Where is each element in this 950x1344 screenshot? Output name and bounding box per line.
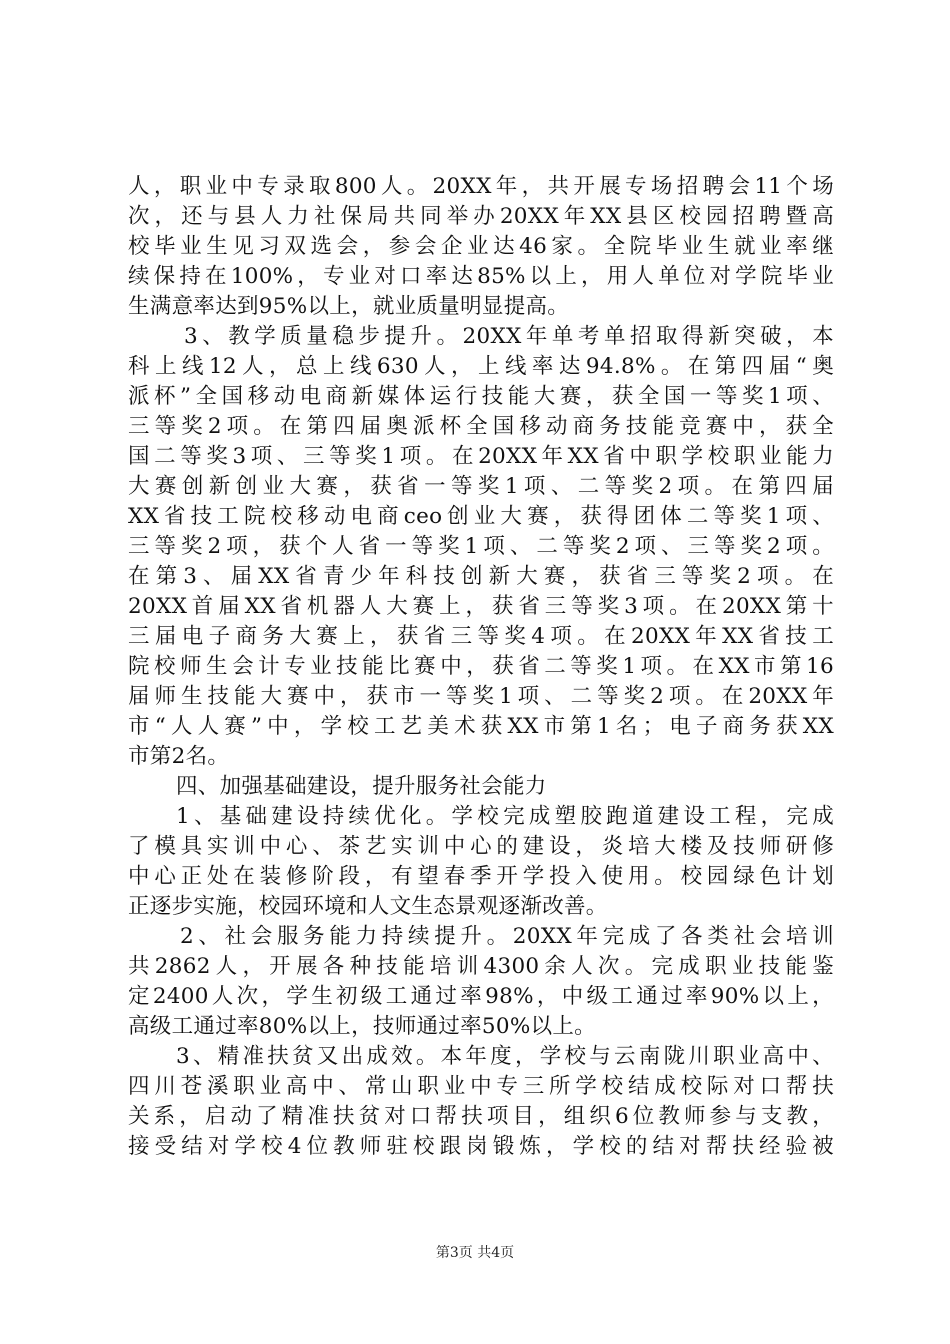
paragraph-first-line: 1、基础建设持续优化。学校完成塑胶跑道建设工程，完成: [176, 804, 834, 829]
text-line: 国二等奖3项、三等奖1项。在20XX年XX省中职学校职业能力: [128, 444, 834, 469]
text-line: 中心正处在装修阶段，有望春季开学投入使用。校园绿色计划: [128, 864, 834, 889]
text-line: 科上线12人，总上线630人，上线率达94.8%。在第四届“奥: [128, 354, 834, 379]
text-line: 20XX首届XX省机器人大赛上，获省三等奖3项。在20XX第十: [128, 594, 834, 619]
text-line: 人，职业中专录取800人。20XX年，共开展专场招聘会11个场: [128, 174, 834, 199]
document-body: [128, 172, 834, 1162]
text-line: 校毕业生见习双选会，参会企业达46家。全院毕业生就业率继: [128, 234, 834, 259]
text-line: 生满意率达到95%以上，就业质量明显提高。: [128, 294, 570, 319]
section-heading: 四、加强基础建设，提升服务社会能力: [176, 774, 547, 799]
text-line: 高级工通过率80%以上，技师通过率50%以上。: [128, 1014, 596, 1039]
text-line: 四川苍溪职业高中、常山职业中专三所学校结成校际对口帮扶: [128, 1074, 834, 1099]
text-line: 次，还与县人力社保局共同举办20XX年XX县区校园招聘暨高: [128, 204, 834, 229]
text-line: 院校师生会计专业技能比赛中，获省二等奖1项。在XX市第16: [128, 654, 834, 679]
text-line: 届师生技能大赛中，获市一等奖1项、二等奖2项。在20XX年: [128, 684, 834, 709]
page-footer: 第3页 共4页: [435, 1245, 515, 1261]
text-line: 三届电子商务大赛上，获省三等奖4项。在20XX年XX省技工: [128, 624, 834, 649]
text-line: XX省技工院校移动电商ceo创业大赛，获得团体二等奖1项、: [128, 504, 834, 529]
text-line: 三等奖2项，获个人省一等奖1项、二等奖2项、三等奖2项。: [128, 534, 834, 559]
paragraph-first-line: 2、社会服务能力持续提升。20XX年完成了各类社会培训: [180, 924, 834, 949]
text-line: 三等奖2项。在第四届奥派杯全国移动商务技能竞赛中，获全: [128, 414, 834, 439]
text-line: 市“人人赛”中，学校工艺美术获XX市第1名；电子商务获XX: [128, 714, 834, 739]
paragraph-first-line: 3、教学质量稳步提升。20XX年单考单招取得新突破，本: [184, 324, 834, 349]
text-line: 市第2名。: [128, 744, 230, 769]
text-line: 正逐步实施，校园环境和人文生态景观逐渐改善。: [128, 894, 608, 919]
text-line: 续保持在100%，专业对口率达85%以上，用人单位对学院毕业: [128, 264, 834, 289]
text-line: 派杯”全国移动电商新媒体运行技能大赛，获全国一等奖1项、: [128, 384, 834, 409]
paragraph-first-line: 3、精准扶贫又出成效。本年度，学校与云南陇川职业高中、: [176, 1044, 834, 1069]
text-line: 定2400人次，学生初级工通过率98%，中级工通过率90%以上，: [128, 984, 834, 1009]
text-line: 共2862人，开展各种技能培训4300余人次。完成职业技能鉴: [128, 954, 834, 979]
text-line: 了模具实训中心、茶艺实训中心的建设，炎培大楼及技师研修: [128, 834, 834, 859]
text-line: 关系，启动了精准扶贫对口帮扶项目，组织6位教师参与支教，: [128, 1104, 834, 1129]
text-line: 大赛创新创业大赛，获省一等奖1项、二等奖2项。在第四届: [128, 474, 834, 499]
text-line: 接受结对学校4位教师驻校跟岗锻炼，学校的结对帮扶经验被: [128, 1134, 834, 1159]
text-line: 在第3、届XX省青少年科技创新大赛，获省三等奖2项。在: [128, 564, 834, 589]
